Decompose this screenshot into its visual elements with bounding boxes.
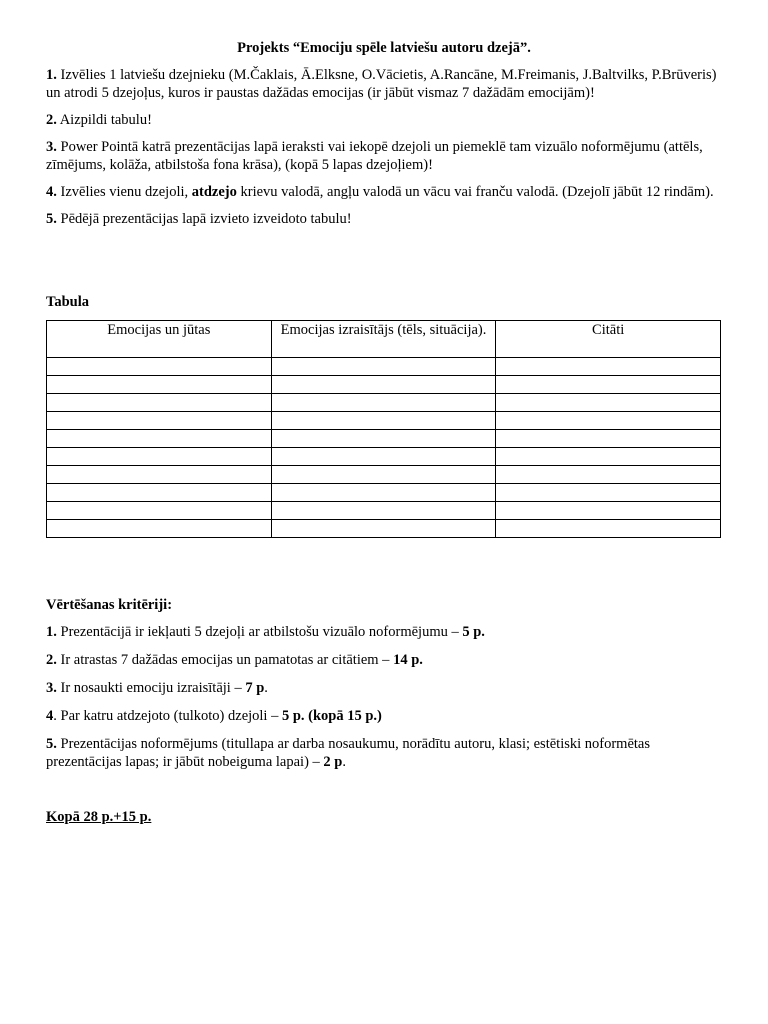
table-cell	[496, 358, 721, 376]
table-cell	[47, 394, 272, 412]
task-text: krievu valodā, angļu valodā un vācu vai franču valodā. (Dzejolī jābūt 12 rindām).	[236, 184, 714, 200]
table-cell	[47, 448, 272, 466]
criteria-text: Prezentācijas noformējums (titullapa ar darba nosaukumu, norādītu autoru, klasi; estētiski noformētas prezentācijas lapas; ir jābūt nobeiguma lapai) –	[46, 736, 651, 770]
task-text: Izvēlies vienu dzejoli,	[56, 184, 192, 200]
table-row	[47, 448, 721, 466]
table-cell	[47, 358, 272, 376]
table-cell	[496, 484, 721, 502]
task-number: 5.	[46, 211, 57, 227]
table-header-row	[47, 321, 721, 358]
table-row	[47, 466, 721, 484]
table-cell	[496, 520, 721, 538]
table-cell	[271, 484, 496, 502]
table-cell	[47, 376, 272, 394]
table-cell	[47, 412, 272, 430]
criteria-item-3	[46, 679, 722, 697]
criteria-item-5	[46, 735, 722, 771]
table-cell	[47, 466, 272, 484]
column-header: Citāti	[496, 321, 721, 358]
table-row	[47, 502, 721, 520]
task-text: Aizpildi tabulu!	[56, 112, 152, 128]
table-cell	[47, 502, 272, 520]
task-number: 2.	[46, 112, 57, 128]
table-cell	[271, 448, 496, 466]
criteria-suffix: .	[342, 754, 346, 770]
criteria-text: Ir nosaukti emociju izraisītāji –	[56, 680, 246, 696]
table-cell	[496, 376, 721, 394]
table-cell	[271, 502, 496, 520]
table-row	[47, 394, 721, 412]
total-points: Kopā 28 p.+15 p.	[46, 809, 152, 825]
table-cell	[271, 358, 496, 376]
criteria-item-4	[46, 707, 722, 725]
criteria-points: 5 p.	[462, 624, 485, 640]
table-cell	[271, 520, 496, 538]
task-list	[46, 66, 722, 228]
table-row	[47, 358, 721, 376]
table-row	[47, 430, 721, 448]
criteria-number: 2.	[46, 652, 57, 668]
task-text: Pēdējā prezentācijas lapā izvieto izveidoto tabulu!	[56, 211, 352, 227]
task-text: Power Pointā katrā prezentācijas lapā ieraksti vai iekopē dzejoli un piemeklē tam vizuālo noformējumu (attēls, zīmējums, kolāža, atbilstoša fona krāsa), (kopā 5 lapas dzejoļiem)!	[46, 139, 703, 173]
table-heading: Tabula	[46, 294, 89, 310]
table-cell	[271, 430, 496, 448]
criteria-number: 5.	[46, 736, 57, 752]
task-bold-word: atdzejo	[191, 184, 237, 200]
task-item-5	[46, 210, 722, 228]
task-item-3	[46, 138, 722, 174]
table-cell	[496, 394, 721, 412]
task-number: 4.	[46, 184, 57, 200]
table-cell	[496, 430, 721, 448]
table-cell	[47, 430, 272, 448]
document-title: Projekts “Emociju spēle latviešu autoru dzejā”.	[237, 40, 531, 56]
table-row	[47, 376, 721, 394]
criteria-points: 14 p.	[393, 652, 423, 668]
task-item-2	[46, 111, 722, 129]
criteria-text: Prezentācijā ir iekļauti 5 dzejoļi ar atbilstošu vizuālo noformējumu –	[56, 624, 463, 640]
table-row	[47, 484, 721, 502]
emotions-table	[46, 320, 721, 538]
table-cell	[271, 466, 496, 484]
table-cell	[47, 484, 272, 502]
table-cell	[496, 466, 721, 484]
criteria-text: Ir atrastas 7 dažādas emocijas un pamatotas ar citātiem –	[56, 652, 394, 668]
table-cell	[271, 376, 496, 394]
criteria-text: . Par katru atdzejoto (tulkoto) dzejoli –	[53, 708, 282, 724]
table-cell	[271, 394, 496, 412]
criteria-number: 3.	[46, 680, 57, 696]
table-row	[47, 520, 721, 538]
criteria-points: 5 p. (kopā 15 p.)	[281, 708, 382, 724]
column-header: Emocijas un jūtas	[47, 321, 272, 358]
criteria-number: 4	[46, 708, 54, 724]
table-cell	[271, 412, 496, 430]
criteria-item-2	[46, 651, 722, 669]
task-text: Izvēlies 1 latviešu dzejnieku (M.Čaklais, Ā.Elksne, O.Vācietis, A.Rancāne, M.Freimanis, J.Baltvilks, P.Brūveris) un atrodi 5 dzejoļus, kuros ir paustas dažādas emocijas (ir jābūt vismaz 7 dažādām emocijām)!	[46, 67, 717, 101]
criteria-item-1	[46, 623, 722, 641]
task-number: 1.	[46, 67, 57, 83]
task-item-4	[46, 183, 722, 201]
table-cell	[496, 448, 721, 466]
table-cell	[47, 520, 272, 538]
table-cell	[496, 502, 721, 520]
document-page	[46, 38, 722, 825]
criteria-number: 1.	[46, 624, 57, 640]
criteria-points: 7 p	[245, 680, 265, 696]
table-row	[47, 412, 721, 430]
task-item-1	[46, 66, 722, 102]
criteria-heading: Vērtēšanas kritēriji:	[46, 597, 173, 613]
table-cell	[496, 412, 721, 430]
criteria-points: 2 p	[323, 754, 343, 770]
criteria-suffix: .	[264, 680, 268, 696]
criteria-section	[46, 596, 722, 781]
column-header: Emocijas izraisītājs (tēls, situācija).	[271, 321, 496, 358]
task-number: 3.	[46, 139, 57, 155]
